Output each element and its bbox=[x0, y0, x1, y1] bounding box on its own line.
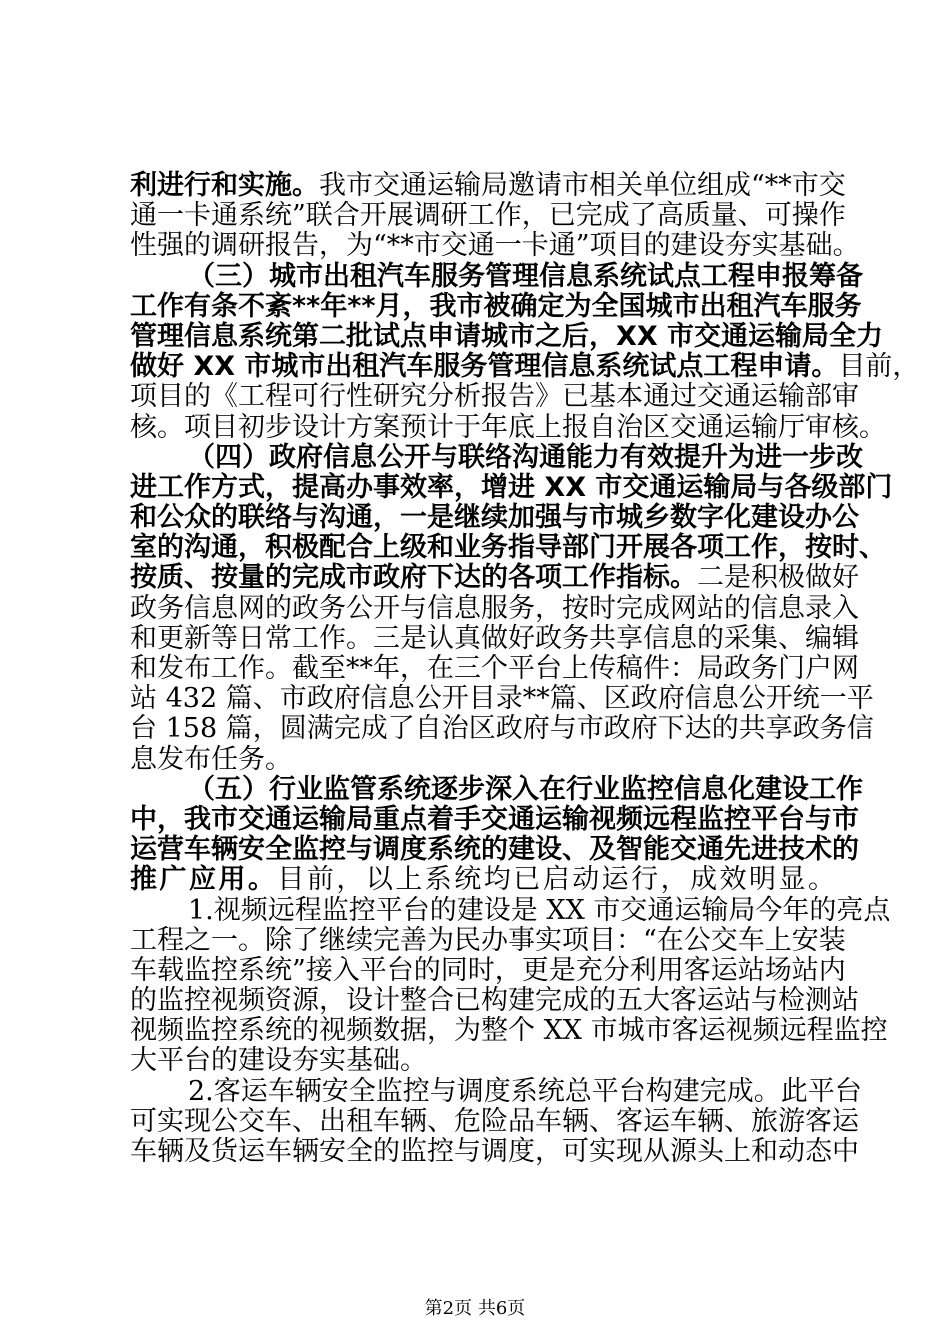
body-text: 我市交通运输局邀请市相关单位组成“**市交 bbox=[319, 170, 846, 201]
bold-text: （五）行业监管系统逐步深入在行业监控信息化建设工作 bbox=[188, 773, 863, 805]
bold-text: 运营车辆安全监控与调度系统的建设、及智能交通先进技术的 bbox=[130, 834, 859, 866]
text-line bbox=[130, 653, 859, 684]
body-text: 二是积极做好 bbox=[697, 562, 859, 594]
text-line bbox=[130, 592, 859, 624]
text-line bbox=[130, 773, 863, 805]
text-line bbox=[130, 745, 835, 775]
text-line bbox=[130, 290, 862, 322]
bold-text: 和公众的联络与沟通，一是继续加强与市城乡数字化建设办公 bbox=[130, 502, 859, 534]
text-line bbox=[130, 1075, 862, 1107]
body-text: 目前， bbox=[838, 351, 920, 383]
text-line bbox=[130, 230, 860, 262]
body-text: 车载监控系统”接入平台的同时，更是充分利用客运站场站内 bbox=[130, 954, 846, 986]
body-text: 可实现公交车、出租车辆、危险品车辆、客运车辆、旅游客运 bbox=[130, 1105, 859, 1137]
body-text: 2.客运车辆安全监控与调度系统总平台构建完成。此平台 bbox=[188, 1075, 862, 1107]
text-line bbox=[130, 985, 859, 1017]
text-line bbox=[130, 260, 863, 292]
text-line bbox=[130, 411, 886, 443]
paragraph bbox=[130, 441, 893, 775]
text-line bbox=[130, 562, 859, 594]
text-line bbox=[130, 713, 874, 745]
bold-text: 进工作方式，提高办事效率，增进 XX 市交通运输局与各级部门 bbox=[130, 471, 893, 503]
text-line bbox=[130, 803, 859, 835]
body-text: 通一卡通系统”联合开展调研工作，已完成了高质量、可操作 bbox=[130, 200, 846, 232]
text-line bbox=[130, 351, 920, 383]
bold-text: 推广应用。 bbox=[130, 864, 278, 896]
text-line bbox=[130, 1136, 859, 1167]
body-text: 项目的《工程可行性研究分析报告》已基本通过交通运输部审 bbox=[130, 381, 859, 413]
body-text: 和更新等日常工作。三是认真做好政务共享信息的采集、编辑 bbox=[130, 622, 859, 654]
text-line bbox=[130, 502, 859, 534]
body-text: 大平台的建设夯实基础。 bbox=[130, 1045, 427, 1077]
text-line bbox=[130, 471, 893, 503]
body-text: 车辆及货运车辆安全的监控与调度，可实现从源头上和动态中 bbox=[130, 1136, 859, 1167]
text-line bbox=[130, 924, 846, 956]
body-text: 政务信息网的政务公开与信息服务，按时完成网站的信息录入 bbox=[130, 592, 859, 624]
body-text: 性强的调研报告，为“**市交通一卡通”项目的建设夯实基础。 bbox=[130, 230, 860, 262]
body-text: 息发布任务。 bbox=[130, 743, 292, 775]
text-line bbox=[130, 683, 874, 715]
paragraph bbox=[130, 773, 863, 896]
body-text: 目前，以上系统均已启动运行，成效明显。 bbox=[277, 864, 836, 896]
text-line bbox=[130, 865, 835, 895]
text-line bbox=[130, 320, 884, 352]
paragraph bbox=[130, 170, 860, 262]
body-text: 工程之一。除了继续完善为民办事实项目：“在公交车上安装 bbox=[130, 924, 846, 956]
text-line bbox=[130, 954, 846, 986]
text-line bbox=[130, 894, 891, 926]
document-body bbox=[130, 170, 920, 1167]
paragraph bbox=[130, 1075, 862, 1168]
body-text: 视频监控系统的视频数据，为整个 XX 市城市客运视频远程监控 bbox=[130, 1015, 888, 1047]
body-text: 站 432 篇、市政府信息公开目录**篇、区政府信息公开统一平 bbox=[130, 683, 874, 715]
bold-text: （三）城市出租汽车服务管理信息系统试点工程申报筹备 bbox=[188, 260, 863, 292]
bold-text: 工作有条不紊**年**月，我市被确定为全国城市出租汽车服务 bbox=[130, 290, 862, 322]
text-line bbox=[130, 622, 859, 654]
body-text: 1.视频远程监控平台的建设是 XX 市交通运输局今年的亮点 bbox=[188, 894, 891, 926]
text-line bbox=[130, 381, 859, 413]
body-text: 的监控视频资源，设计整合已构建完成的五大客运站与检测站 bbox=[130, 985, 859, 1017]
text-line bbox=[130, 1046, 835, 1076]
bold-text: 按质、按量的完成市政府下达的各项工作指标。 bbox=[130, 562, 697, 594]
paragraph bbox=[130, 260, 920, 443]
text-line bbox=[130, 532, 886, 564]
text-line bbox=[130, 1015, 888, 1047]
text-line bbox=[130, 834, 859, 866]
page-number: 第2页 共6页 bbox=[424, 1298, 526, 1319]
bold-text: 利进行和实施。 bbox=[130, 170, 319, 201]
bold-text: 管理信息系统第二批试点申请城市之后，XX 市交通运输局全力 bbox=[130, 320, 884, 352]
body-text: 核。项目初步设计方案预计于年底上报自治区交通运输厅审核。 bbox=[130, 411, 886, 443]
paragraph bbox=[130, 894, 891, 1077]
bold-text: 室的沟通，积极配合上级和业务指导部门开展各项工作，按时、 bbox=[130, 532, 886, 564]
body-text: 和发布工作。截至**年，在三个平台上传稿件：局政务门户网 bbox=[130, 653, 859, 684]
text-line bbox=[130, 170, 846, 201]
text-line bbox=[130, 200, 846, 232]
bold-text: 做好 XX 市城市出租汽车服务管理信息系统试点工程申请。 bbox=[130, 351, 839, 383]
bold-text: 中，我市交通运输局重点着手交通运输视频远程监控平台与市 bbox=[130, 803, 859, 835]
text-line bbox=[130, 1105, 859, 1137]
text-line bbox=[130, 441, 863, 473]
bold-text: （四）政府信息公开与联络沟通能力有效提升为进一步改 bbox=[188, 441, 863, 473]
body-text: 台 158 篇，圆满完成了自治区政府与市政府下达的共享政务信 bbox=[130, 713, 874, 745]
